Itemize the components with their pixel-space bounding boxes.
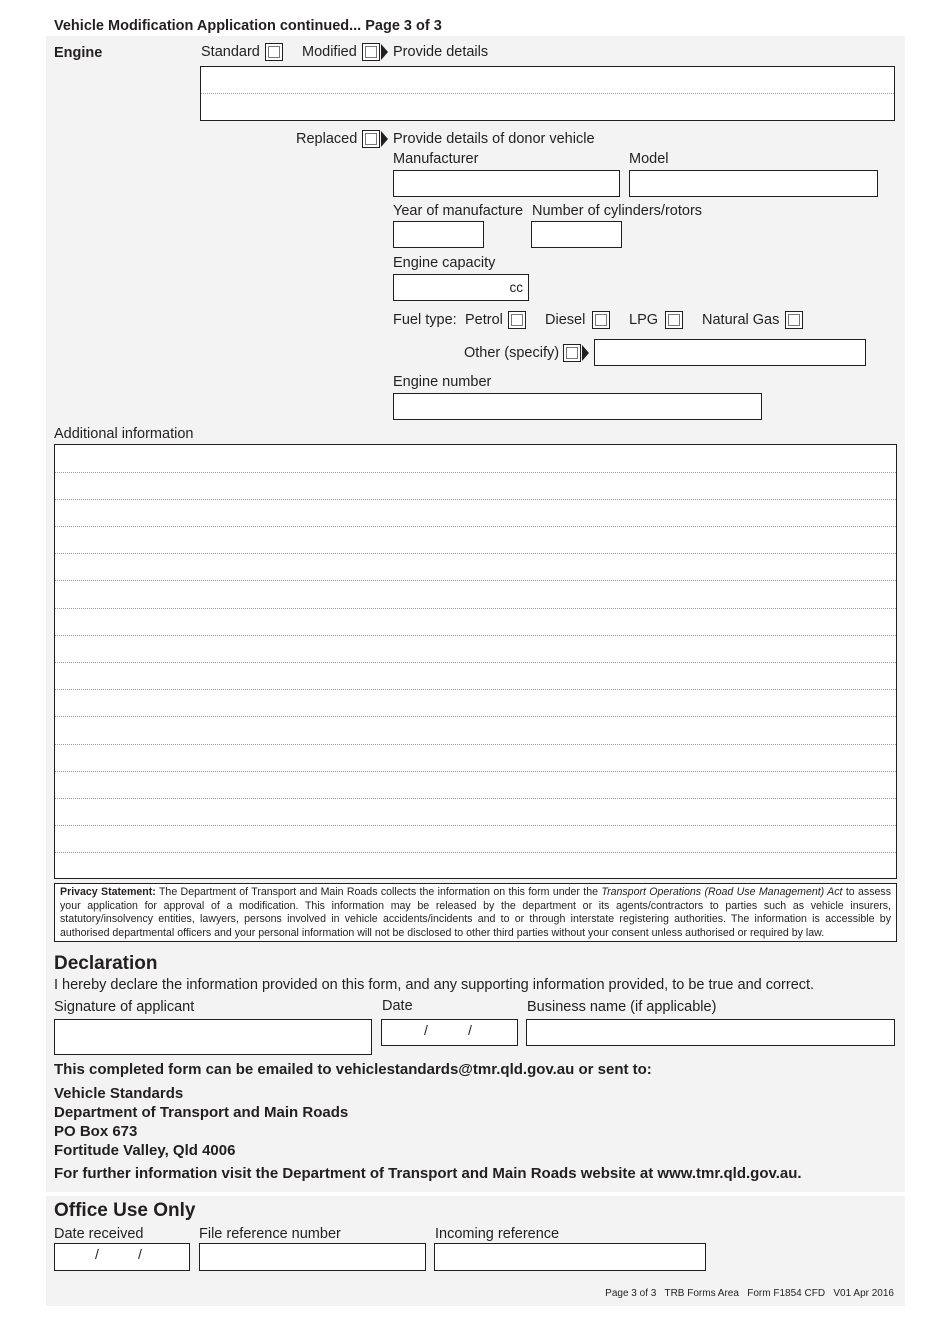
manufacturer-label: Manufacturer — [393, 151, 479, 167]
address-line: Fortitude Valley, Qld 4006 — [54, 1142, 236, 1159]
capacity-field[interactable] — [393, 274, 529, 301]
fuel-natural-gas-checkbox[interactable] — [785, 311, 803, 329]
writing-line — [201, 93, 894, 94]
replaced-checkbox[interactable] — [362, 130, 380, 148]
declaration-heading: Declaration — [54, 953, 158, 974]
capacity-label: Engine capacity — [393, 255, 496, 271]
email-instruction: This completed form can be emailed to vehiclestandards@tmr.qld.gov.au or sent to: — [54, 1061, 652, 1078]
engine-heading: Engine — [54, 45, 103, 61]
address-line: PO Box 673 — [54, 1123, 138, 1140]
date-received-field[interactable] — [54, 1243, 190, 1271]
privacy-heading: Privacy Statement: — [60, 886, 156, 898]
year-field[interactable] — [393, 221, 484, 248]
year-label: Year of manufacture — [393, 203, 524, 219]
date-received-label: Date received — [54, 1226, 144, 1242]
standard-checkbox[interactable] — [265, 43, 283, 61]
fuel-petrol-label: Petrol — [465, 312, 503, 328]
cylinders-label: Number of cylinders/rotors — [532, 203, 703, 219]
footer-text: Page 3 of 3 TRB Forms Area Form F1854 CFD V01 Apr 2016 — [605, 1288, 894, 1299]
page-title: Vehicle Modification Application continued... Page 3 of 3 — [54, 18, 442, 34]
address-line: Department of Transport and Main Roads — [54, 1104, 349, 1121]
fuel-lpg-label: LPG — [629, 312, 659, 328]
business-name-label: Business name (if applicable) — [527, 999, 717, 1015]
other-fuel-label: Other (specify) — [464, 345, 560, 361]
file-reference-field[interactable] — [199, 1243, 426, 1271]
replaced-label: Replaced — [296, 131, 358, 147]
modified-label: Modified — [302, 44, 357, 60]
engine-number-label: Engine number — [393, 374, 492, 390]
incoming-reference-field[interactable] — [434, 1243, 706, 1271]
fuel-diesel-checkbox[interactable] — [592, 311, 610, 329]
address-line: Vehicle Standards — [54, 1085, 184, 1102]
manufacturer-field[interactable] — [393, 170, 620, 197]
fuel-type-label: Fuel type: — [393, 312, 457, 328]
fuel-diesel-label: Diesel — [545, 312, 586, 328]
privacy-act-name: Transport Operations (Road Use Management) Act — [601, 886, 843, 898]
other-fuel-checkbox[interactable] — [563, 344, 581, 362]
additional-info-label: Additional information — [54, 426, 194, 442]
signature-field[interactable] — [54, 1019, 372, 1055]
privacy-text-1: The Department of Transport and Main Roads collects the information on this form under the — [155, 886, 602, 898]
fuel-petrol-checkbox[interactable] — [508, 311, 526, 329]
capacity-unit: cc — [509, 280, 523, 295]
file-reference-label: File reference number — [199, 1226, 341, 1242]
incoming-reference-label: Incoming reference — [435, 1226, 560, 1242]
cylinders-field[interactable] — [531, 221, 622, 248]
fuel-lpg-checkbox[interactable] — [665, 311, 683, 329]
fuel-natural-gas-label: Natural Gas — [702, 312, 780, 328]
declaration-statement: I hereby declare the information provided on this form, and any supporting information provided, to be true and correct. — [54, 977, 815, 993]
date-separator: / — [468, 1022, 472, 1038]
engine-number-field[interactable] — [393, 393, 762, 420]
date-separator: / — [95, 1246, 99, 1262]
model-field[interactable] — [629, 170, 878, 197]
date-separator: / — [138, 1246, 142, 1262]
model-label: Model — [629, 151, 669, 167]
business-name-field[interactable] — [526, 1019, 895, 1046]
additional-info-field[interactable] — [54, 444, 897, 879]
date-label: Date — [382, 998, 413, 1014]
date-separator: / — [424, 1022, 428, 1038]
signature-label: Signature of applicant — [54, 999, 195, 1015]
arrow-right-icon — [381, 44, 388, 60]
website-line: For further information visit the Department of Transport and Main Roads website at www.tmr.qld.gov.au. — [54, 1165, 802, 1182]
privacy-statement — [54, 883, 897, 942]
donor-details-label: Provide details of donor vehicle — [393, 131, 595, 147]
privacy-text-2: to assess your application for approval of a modification. This information may be released by the department or its agents/contractors to parties such as vehicle insurers, statutory/insolvency entities, lawyers, persons involved in vehicle accidents/incidents and to or through interstate registering authorities. The information is accessible by authorised departmental officers and your personal information will not be disclosed to other third parties without your consent unless authorised or required by law. — [60, 886, 891, 939]
provide-details-label: Provide details — [393, 44, 489, 60]
arrow-right-icon — [582, 345, 589, 361]
office-use-heading: Office Use Only — [54, 1200, 196, 1221]
standard-label: Standard — [201, 44, 260, 60]
other-fuel-field[interactable] — [594, 339, 866, 366]
modified-details-field[interactable] — [200, 66, 895, 121]
arrow-right-icon — [381, 131, 388, 147]
modified-checkbox[interactable] — [362, 43, 380, 61]
declaration-date-field[interactable] — [381, 1019, 518, 1046]
